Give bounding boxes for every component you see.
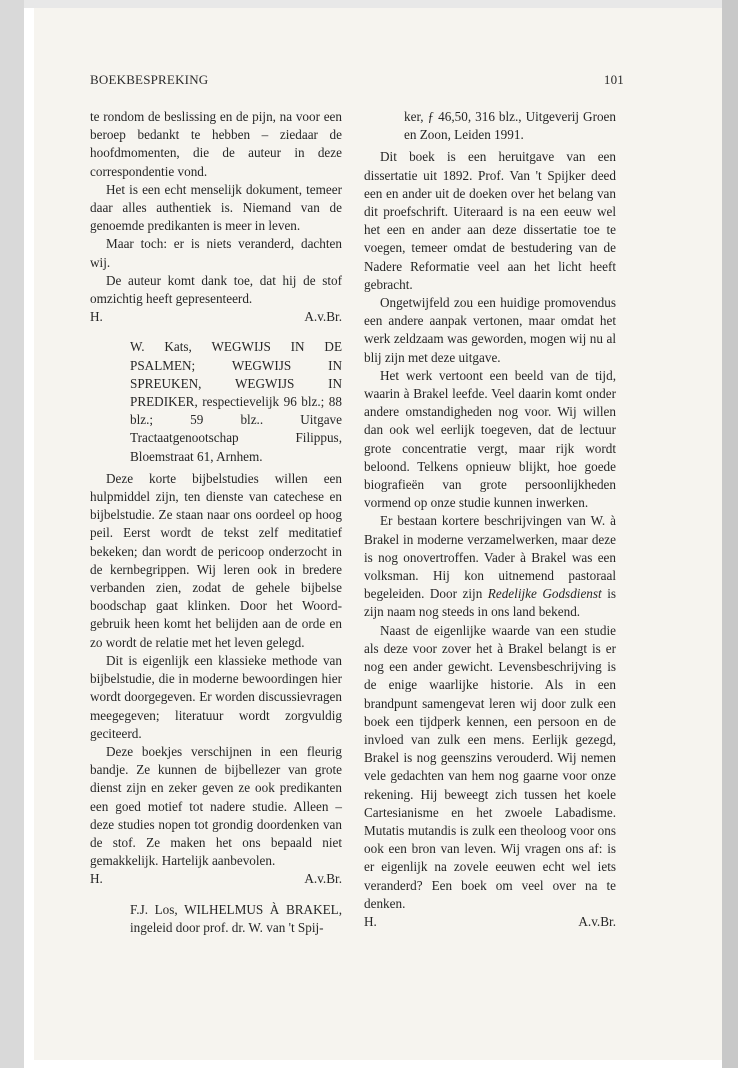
paragraph: Ongetwijfeld zou een huidige promovendus een andere aanpak vertonen, maar omdat het werk zeldzaam was geworden, mogen wij nu al blij zijn met deze uitgave. xyxy=(364,295,616,365)
book-reference-continued: ker, ƒ 46,50, 316 blz., Uitgeverij Groen en Zoon, Leiden 1991. xyxy=(404,109,616,143)
paragraph: Dit is eigenlijk een klassieke methode van bijbelstudie, die in moderne bewoordingen hier wordt doorgegeven. Er worden discussievragen meegegeven; literatuur wordt zorgvuldig geciteerd. xyxy=(90,652,342,741)
book-reference: F.J. Los, WILHELMUS À BRAKEL, ingeleid door prof. dr. W. van 't Spij- xyxy=(130,901,342,935)
page-number: 101 xyxy=(603,72,624,87)
signature-initial: H. xyxy=(364,913,377,929)
left-column xyxy=(90,108,342,941)
signature-author: A.v.Br. xyxy=(304,309,342,325)
paragraph: Dit boek is een heruitgave van een dissertatie uit 1892. Prof. Van 't Spijker deed een en ander uit de doeken over het belang van dit proefschrift. Uiteraard is na een eeuw wel het een en ander aan deze dissertatie toe te voegen, temeer omdat de bestudering van de Nadere Reformatie veel aan het licht heeft gebracht. xyxy=(364,149,616,292)
text-run: is zijn naam nog steeds in ons land bekend. xyxy=(364,586,616,620)
paragraph: Maar toch: er is niets veranderd, dachten wij. xyxy=(90,236,342,270)
paragraph: Deze korte bijbelstudies willen een hulpmiddel zijn, ten dienste van catechese en bijbelstudie. Ze staan naar ons oordeel op hoog peil. Eerst wordt de tekst zelf meditatief bekeken; dan wordt de pericoop onderzocht in de kernbegrippen. Wij leren ook in bredere verbanden zien, zodat de gehele bijbelse boodschap gaat klinken. Door het Woord-gebruik heen komt het belijden aan de orde en zo wordt de relatie met het leven gelegd. xyxy=(90,470,342,650)
scan-border-left xyxy=(0,0,24,1068)
right-column xyxy=(364,108,616,931)
scan-border-top xyxy=(0,0,738,8)
signature-author: A.v.Br. xyxy=(304,871,342,887)
paragraph: De auteur komt dank toe, dat hij de stof omzichtig heeft gepresenteerd. xyxy=(90,272,342,307)
paragraph xyxy=(364,512,616,621)
paragraph: Het werk vertoont een beeld van de tijd, waarin à Brakel leefde. Veel daarin komt onder andere omstandigheden nog voor. Wij willen dan ook wel eerlijk toegeven, dat de lectuur grote concentratie vergt, maar rijk wordt beloond. Telkens opnieuw blijkt, hoe goede biografieën van grote persoonlijkheden vormend op onze studie kunnen inwerken. xyxy=(364,367,616,511)
paragraph: Deze boekjes verschijnen in een fleurig bandje. Ze kunnen de bijbellezer van grote dienst zijn en zeker geven ze ook predikanten een goed motief tot nadere studie. Alleen – deze studies nopen tot grondig doordenken van de stof. Ze maken het ons bepaald niet gemakkelijk. Hartelijk aanbevolen. xyxy=(90,743,342,869)
paragraph: te rondom de beslissing en de pijn, na voor een beroep bedankt te hebben – ziedaar de hoofdmomenten, die de auteur in deze correspondentie vond. xyxy=(90,109,342,179)
text-run: Er bestaan kortere beschrijvingen van W. à Brakel in moderne verzamelwerken, maar deze is nog onovertroffen. Vader à Brakel was een volksman. Hij kon uitnemend pastoraal begeleiden. Door zijn xyxy=(364,513,616,602)
signature-initial: H. xyxy=(90,871,103,887)
signature-initial: H. xyxy=(90,309,103,325)
book-title: Redelijke Godsdienst xyxy=(487,586,602,602)
book-reference: W. Kats, WEGWIJS IN DE PSALMEN; WEGWIJS IN SPREUKEN, WEGWIJS IN PREDIKER, respectievelijk 96 blz.; 88 blz.; 59 blz.. Uitgave Tractaatgenootschap Filippus, Bloemstraat 61, Arnhem. xyxy=(130,339,342,464)
review-signature xyxy=(364,913,616,931)
paragraph: Het is een echt menselijk dokument, temeer daar alles authentiek is. Niemand van de genoemde predikanten is meer in leven. xyxy=(90,181,342,234)
paragraph: Naast de eigenlijke waarde van een studie als deze voor zover het à Brakel belangt is er nog een ander gewicht. Levensbeschrijving is de enige waarlijke historie. Als in een brandpunt samengevat leren wij door zulk een boek een tijdperk kennen, een persoon en de invloed van zulk een mens. Eerlijk gezegd, Brakel is nog geenszins verouderd. Wij nemen vele gedachten van hem nog gaarne voor onze rekening. Hij beweegt zich tussen het koele Cartesianisme en het zwoele Labadisme. Mutatis mutandis is zulk een theoloog voor ons ook een bron van leven. Wij vragen ons af: is er eigenlijk na zovele eeuwen echt wel iets veranderd? Een boek om veel over na te denken. xyxy=(364,622,616,911)
review-signature xyxy=(90,308,342,326)
review-signature xyxy=(90,870,342,888)
signature-author: A.v.Br. xyxy=(578,913,616,929)
scan-border-right xyxy=(722,0,738,1068)
section-title: BOEKBESPREKING xyxy=(90,72,209,87)
running-header xyxy=(90,72,624,88)
